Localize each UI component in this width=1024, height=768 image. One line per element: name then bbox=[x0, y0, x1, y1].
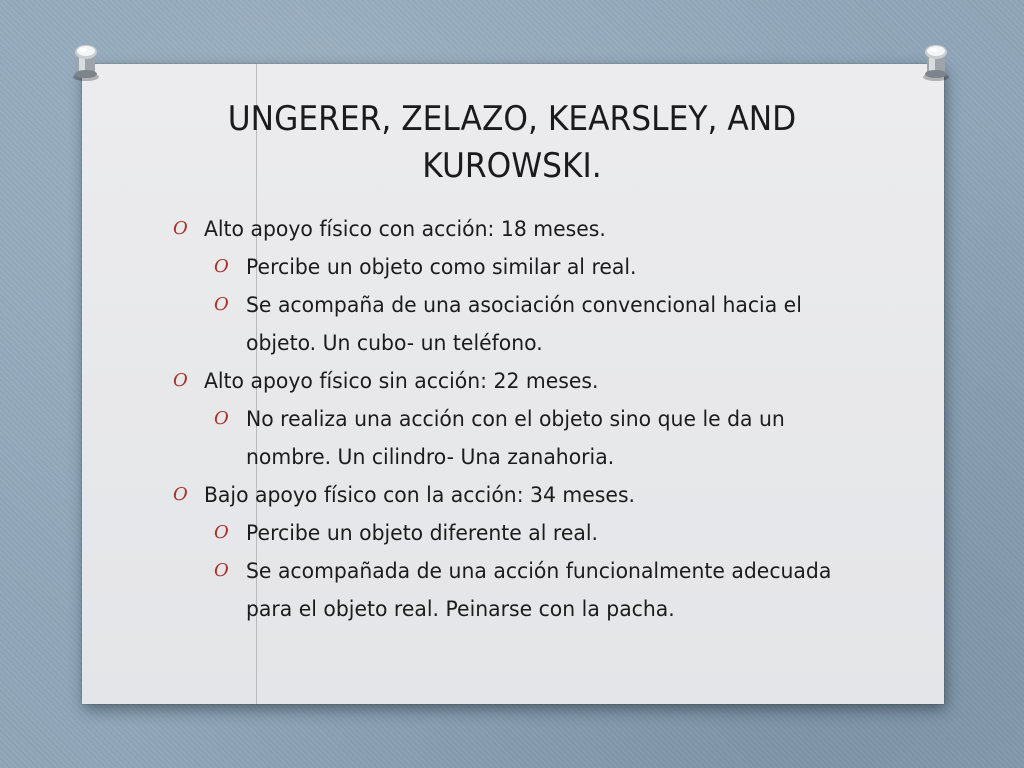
sub-list-item-text: No realiza una acción con el objeto sino que le da un nombre. Un cilindro- Una zanahoria. bbox=[246, 407, 785, 469]
sub-list-item bbox=[170, 248, 870, 286]
list-item bbox=[170, 362, 870, 476]
bullet-icon: O bbox=[214, 522, 229, 543]
list-item bbox=[170, 476, 870, 628]
slide-title: UNGERER, ZELAZO, KEARSLEY, AND KUROWSKI. bbox=[227, 99, 797, 186]
sub-list-item bbox=[170, 286, 870, 362]
sub-list-item-text: Se acompañada de una acción funcionalmente adecuada para el objeto real. Peinarse con la pacha. bbox=[246, 559, 832, 621]
sub-list-item bbox=[170, 552, 870, 628]
bullet-icon: O bbox=[214, 408, 229, 429]
sub-list-item bbox=[170, 514, 870, 552]
list-item-text: Alto apoyo físico con acción: 18 meses. bbox=[203, 217, 606, 241]
sub-list-item-text: Percibe un objeto diferente al real. bbox=[246, 521, 598, 545]
bullet-icon: O bbox=[173, 484, 188, 505]
list-item-text: Alto apoyo físico sin acción: 22 meses. bbox=[203, 369, 599, 393]
bullet-list bbox=[170, 210, 870, 628]
sub-list-item bbox=[170, 400, 870, 476]
list-item-text: Bajo apoyo físico con la acción: 34 meses. bbox=[203, 483, 636, 507]
sub-list bbox=[170, 514, 870, 628]
sub-list bbox=[170, 248, 870, 362]
sub-list bbox=[170, 400, 870, 476]
pin-left-icon bbox=[68, 42, 104, 82]
list-item bbox=[170, 210, 870, 362]
bullet-icon: O bbox=[173, 370, 188, 391]
bullet-icon: O bbox=[173, 218, 188, 239]
sub-list-item-text: Percibe un objeto como similar al real. bbox=[246, 255, 637, 279]
bullet-icon: O bbox=[214, 256, 229, 277]
sub-list-item-text: Se acompaña de una asociación convencional hacia el objeto. Un cubo- un teléfono. bbox=[246, 293, 802, 355]
pin-right-icon bbox=[918, 42, 954, 82]
bullet-icon: O bbox=[214, 560, 229, 581]
bullet-icon: O bbox=[214, 294, 229, 315]
